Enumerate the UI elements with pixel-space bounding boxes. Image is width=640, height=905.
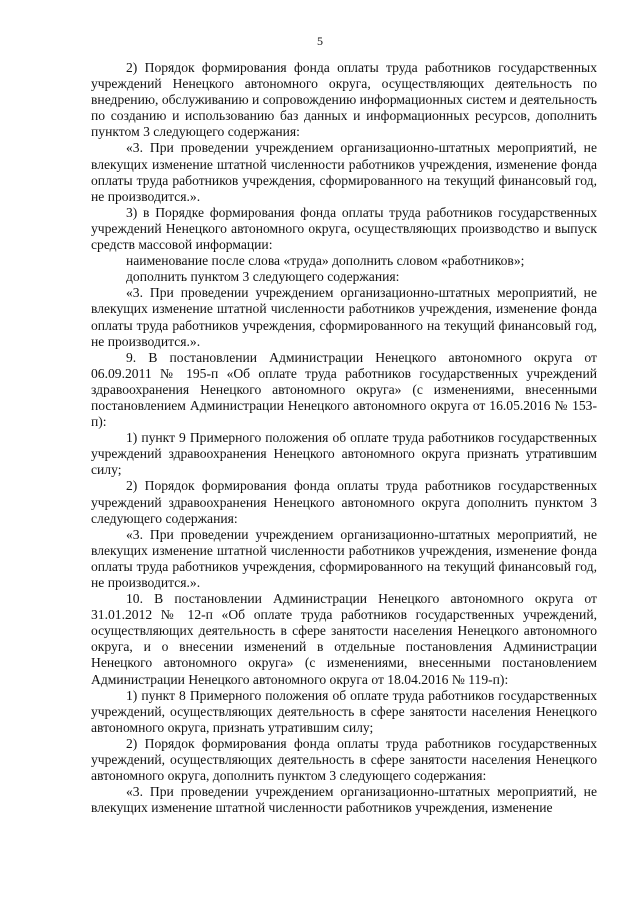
paragraph: «3. При проведении учреждением организационно-штатных мероприятий, не влекущих изменение штатной численности работников учреждения, изменение фонда оплаты труда работников учреждения, сформированного на текущий финансовый год, не производится.». xyxy=(91,140,597,204)
page-number: 5 xyxy=(317,34,323,48)
paragraph: 2) Порядок формирования фонда оплаты труда работников государственных учреждений здравоохранения Ненецкого автономного округа дополнить пунктом 3 следующего содержания: xyxy=(91,478,597,526)
paragraph: 9. В постановлении Администрации Ненецкого автономного округа от 06.09.2011 № 195-п «Об оплате труда работников государственных учреждений здравоохранения Ненецкого автономного округа» (с изменениями, внесенными постановлением Администрации Ненецкого автономного округа от 16.05.2016 № 153-п): xyxy=(91,349,597,430)
paragraph: 1) пункт 9 Примерного положения об оплате труда работников государственных учреждений здравоохранения Ненецкого автономного округа признать утратившим силу; xyxy=(91,430,597,478)
paragraph: 3) в Порядке формирования фонда оплаты труда работников государственных учреждений Ненецкого автономного округа, осуществляющих производство и выпуск средств массовой информации: xyxy=(91,204,597,253)
paragraph: дополнить пунктом 3 следующего содержания: xyxy=(126,269,400,285)
paragraph: «3. При проведении учреждением организационно-штатных мероприятий, не влекущих изменение штатной численности работников учреждения, изменение xyxy=(91,784,597,816)
paragraph: «3. При проведении учреждением организационно-штатных мероприятий, не влекущих изменение штатной численности работников учреждения, изменение фонда оплаты труда работников учреждения, сформированного на текущий финансовый год, не производится.». xyxy=(91,526,597,590)
document-body xyxy=(91,60,597,816)
paragraph: 1) пункт 8 Примерного положения об оплате труда работников государственных учреждений, осуществляющих деятельность в сфере занятости населения Ненецкого автономного округа, признать утратившим силу; xyxy=(91,687,597,735)
paragraph: 10. В постановлении Администрации Ненецкого автономного округа от 31.01.2012 № 12-п «Об оплате труда работников государственных учреждений, осуществляющих деятельность в сфере занятости населения Ненецкого автономного округа, и о внесении изменений в отдельные постановления Администрации Ненецкого автономного округа» (с изменениями, внесенными постановлением Администрации Ненецкого автономного округа от 18.04.2016 № 119-п): xyxy=(91,591,597,687)
paragraph: 2) Порядок формирования фонда оплаты труда работников государственных учреждений Ненецкого автономного округа, осуществляющих деятельность по внедрению, обслуживанию и сопровождению информационных систем и деятельность по созданию и использованию баз данных и информационных ресурсов, дополнить пунктом 3 следующего содержания: xyxy=(91,60,597,140)
paragraph: «3. При проведении учреждением организационно-штатных мероприятий, не влекущих изменение штатной численности работников учреждения, изменение фонда оплаты труда работников учреждения, сформированного на текущий финансовый год, не производится.». xyxy=(91,285,597,349)
paragraph: наименование после слова «труда» дополнить словом «работников»; xyxy=(126,253,525,269)
paragraph: 2) Порядок формирования фонда оплаты труда работников государственных учреждений, осуществляющих деятельность в сфере занятости населения Ненецкого автономного округа, дополнить пунктом 3 следующего содержания: xyxy=(91,735,597,784)
